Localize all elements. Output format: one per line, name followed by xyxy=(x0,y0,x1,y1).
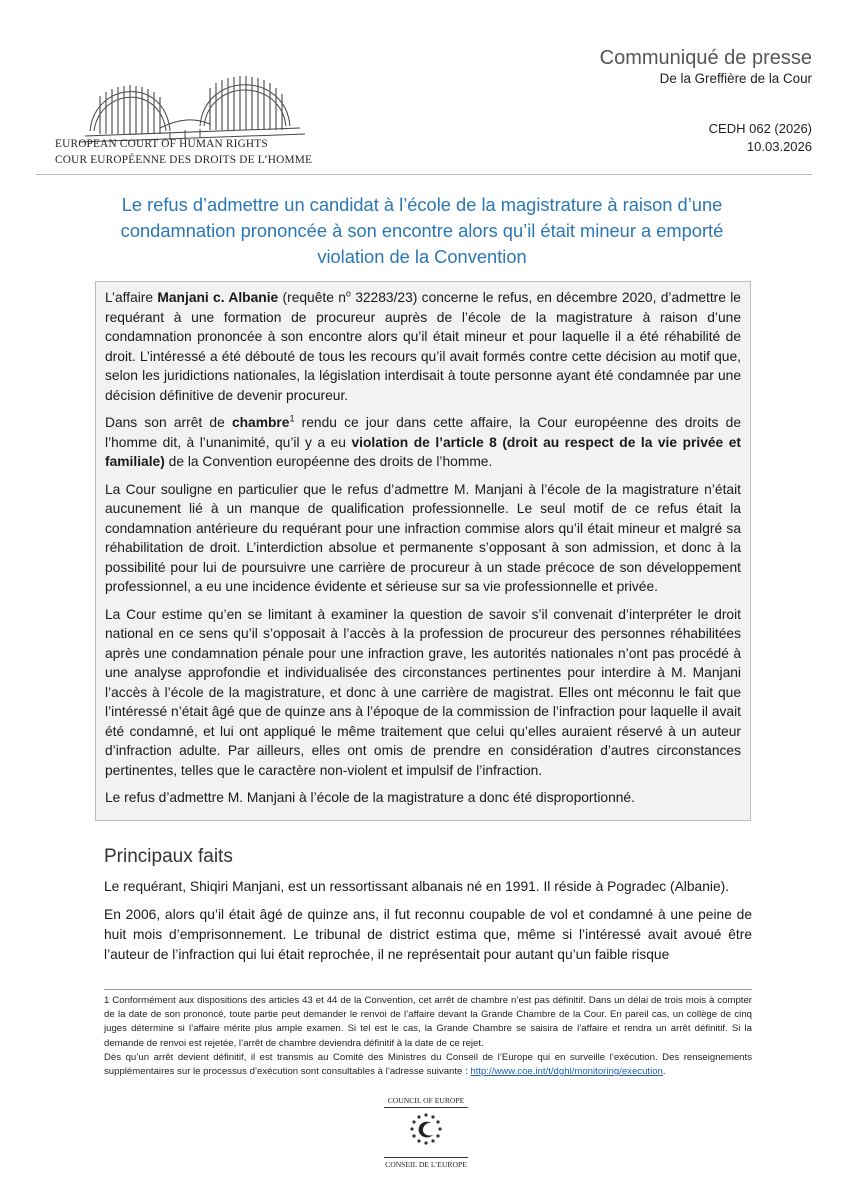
coe-name-fr: CONSEIL DE L’EUROPE xyxy=(385,1160,467,1169)
reference-number: CEDH 062 (2026) xyxy=(708,121,812,136)
execution-note: Dès qu’un arrêt devient définitif, il est transmis au Comité des Ministres du Conseil de l’Europe qui en surveille l’exécution. Des renseignements supplémentaires sur le processus d’exécution sont consultables à l’adresse suivante : http://www.coe.int/t/dghl/monitoring/execution. xyxy=(104,1051,752,1078)
press-release-title: Communiqué de presse xyxy=(599,47,812,69)
summary-paragraph: Le refus d’admettre M. Manjani à l’école de la magistrature a donc été disproportionné. xyxy=(105,790,635,805)
coe-name-en: COUNCIL OF EUROPE xyxy=(387,1096,465,1105)
facts-body xyxy=(104,877,752,973)
section-title-main-facts: Principaux faits xyxy=(104,846,233,867)
header-divider xyxy=(36,174,812,175)
chamber-term: chambre xyxy=(231,415,290,430)
facts-paragraph: En 2006, alors qu’il était âgé de quinze ans, il fut reconnu coupable de vol et condamné à une peine de huit mois d’emprisonnement. Le tribunal de district estima que, même si l’intéressé avait avoué être l’auteur de l’infraction qui lui était reprochée, il ne représentait pour autant qu’un faible risque xyxy=(104,907,752,962)
summary-paragraph: Dans son arrêt de chambre$^1$ rendu ce jour dans cette affaire, la Cour européenne des droits de l’homme dit, à l’unanimité, qu’il y a eu violation de l’article 8 (droit au respect de la vie privée et familiale) de la Convention européenne des droits de l’homme. xyxy=(105,413,741,469)
council-of-europe-logo xyxy=(378,1096,474,1169)
summary-paragraph: L’affaire Manjani c. Albanie (requête $n^o$ 32283/23) concerne le refus, en décembre 2020, d’admettre le requérant à une formation de procureur auprès de l’école de la magistrature à raison d’une condamnation prononcée à son encontre alors qu’il était mineur et pour laquelle il a été réhabilité de droit. L’intéressé a été débouté de tous les recours qu’il avait formés contre cette décision au motif que, selon les juridictions nationales, la législation interdisait à toute personne ayant été condamnée par une décision définitive de devenir procureur. xyxy=(105,288,741,403)
press-release-subtitle: De la Greffière de la Cour xyxy=(659,71,812,86)
headline: Le refus d’admettre un candidat à l’école de la magistrature à raison d’une condamnation prononcée à son encontre alors qu’il était mineur a emporté violation de la Convention xyxy=(120,194,724,267)
court-name-fr: COUR EUROPÉENNE DES DROITS DE L’HOMME xyxy=(55,154,313,166)
facts-paragraph: Le requérant, Shiqiri Manjani, est un ressortissant albanais né en 1991. Il réside à Pogradec (Albanie). xyxy=(104,879,730,894)
footnote-divider xyxy=(104,989,752,990)
footnote-text: 1 Conformément aux dispositions des articles 43 et 44 de la Convention, cet arrêt de chambre n’est pas définitif. Dans un délai de trois mois à compter de la date de son prononcé, toute partie peut demander le renvoi de l’affaire devant la Grande Chambre de la Cour. En pareil cas, un collège de cinq juges détermine si l’affaire mérite plus ample examen. Si tel est le cas, la Grande Chambre se saisira de l’affaire et rendra un arrêt définitif. Si la demande de renvoi est rejetée, l’arrêt de chambre deviendra définitif à la date de ce rejet. xyxy=(104,995,752,1049)
violation-finding: violation de l’article 8 (droit au respect de la vie privée et familiale) xyxy=(105,434,741,469)
footnote xyxy=(104,994,752,1079)
summary-paragraph: La Cour souligne en particulier que le refus d’admettre M. Manjani à l’école de la magistrature n’était aucunement lié à un manque de qualification professionnelle. Le seul motif de ce refus était la condamnation antérieure du requérant pour une infraction commise alors qu’il était mineur et malgré sa réhabilitation de droit. L’interdiction absolue et permanente s’opposant à son admission, et donc à la possibilité pour lui de poursuivre une carrière de procureur à un stade précoce de son développement professionnel, a eu une incidence évidente et sérieuse sur sa vie professionnelle et privée. xyxy=(105,481,741,594)
summary-box xyxy=(95,281,751,821)
release-date: 10.03.2026 xyxy=(746,139,812,154)
footnote-ref[interactable]: 1 xyxy=(289,413,295,424)
execution-link[interactable]: http://www.coe.int/t/dghl/monitoring/execution xyxy=(470,1066,663,1078)
coe-emblem-icon xyxy=(402,1110,450,1150)
reference-block xyxy=(709,120,812,156)
court-name-en: EUROPEAN COURT OF HUMAN RIGHTS xyxy=(55,138,268,150)
case-name: Manjani c. Albanie xyxy=(157,290,279,305)
summary-paragraph: La Cour estime qu’en se limitant à examiner la question de savoir s’il convenait d’interpréter le droit national en ce sens qu’il s’opposait à l’accès à la profession de procureur des personnes réhabilitées après une condamnation pénale pour une infraction grave, les autorités nationales n’ont pas procédé à une analyse approfondie et individualisée des circonstances pertinentes pour interdire à M. Manjani l’accès à l’école de la magistrature, et donc à une carrière de magistrat. Elles ont méconnu le fait que l’intéressé n’était âgé que de quinze ans à l’époque de la commission de l’infraction pour laquelle il avait été condamné, et lui ont appliqué le même traitement que celui qu’elles auraient réservé à un auteur d’infraction adulte. Par ailleurs, elles ont omis de prendre en considération d’autres circonstances pertinentes, telles que le caractère non-violent et impulsif de l’infraction. xyxy=(105,606,741,778)
